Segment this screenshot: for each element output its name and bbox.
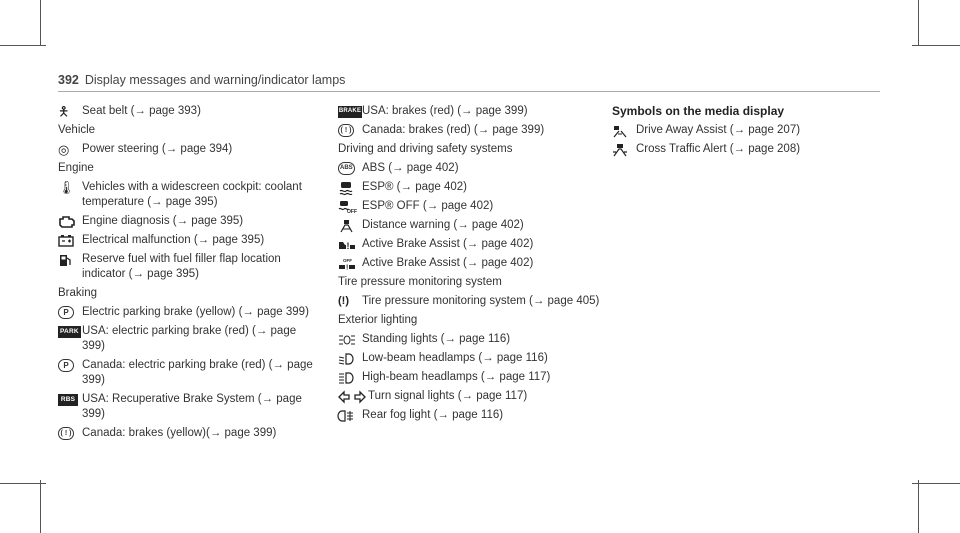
- item-text: ESP® (→ page 402): [362, 181, 467, 193]
- item-text: Electric parking brake (yellow) (→ page 399): [82, 306, 309, 318]
- brake-icon: ( ! ): [58, 426, 82, 441]
- steering-wheel-warning-icon: ◎: [58, 142, 70, 157]
- item-text: Power steering (→ page 394): [82, 143, 233, 155]
- list-item: [338, 256, 600, 271]
- item-text: Electrical malfunction (→ page 395): [82, 234, 265, 246]
- crop-mark: [918, 0, 919, 46]
- crop-mark: [40, 0, 41, 46]
- list-item: [338, 104, 600, 119]
- brake-text-icon: BRAKE: [338, 104, 362, 119]
- active-brake-assist-off-icon: [338, 256, 362, 271]
- column-2: [338, 104, 600, 427]
- item-text: USA: Recuperative Brake System (→ page 399): [82, 393, 302, 420]
- item-text: USA: brakes (red) (→ page 399): [362, 105, 528, 117]
- active-brake-assist-icon: [338, 237, 362, 252]
- list-item: [58, 180, 320, 210]
- section-label: Tire pressure monitoring system: [338, 276, 502, 288]
- column-1: [58, 104, 320, 445]
- item-text: Seat belt (→ page 393): [82, 105, 201, 117]
- crop-mark: [0, 483, 46, 484]
- list-item: [338, 180, 600, 195]
- esp-icon: [338, 180, 362, 195]
- list-item: [338, 351, 600, 366]
- list-item: [58, 426, 320, 441]
- item-text: Active Brake Assist (→ page 402): [362, 257, 534, 269]
- item-text: Low-beam headlamps (→ page 116): [362, 352, 548, 364]
- list-item: [612, 123, 862, 138]
- page-number: 392: [58, 73, 79, 87]
- item-text: Canada: brakes (yellow)(→ page 399): [82, 427, 277, 439]
- rbs-icon: RBS: [58, 392, 82, 407]
- list-item: [338, 408, 600, 423]
- abs-icon: ABS: [338, 161, 362, 176]
- drive-away-assist-icon: [612, 123, 636, 138]
- item-text: ESP® OFF (→ page 402): [362, 200, 494, 212]
- list-item: [58, 305, 320, 320]
- high-beam-icon: [338, 370, 362, 385]
- turn-signal-icon: [338, 389, 368, 404]
- crop-mark: [912, 45, 960, 46]
- list-item: [338, 237, 600, 252]
- svg-text:!: !: [346, 264, 349, 271]
- cross-traffic-alert-icon: [612, 142, 636, 157]
- list-item: [58, 233, 320, 248]
- item-text: Cross Traffic Alert (→ page 208): [636, 143, 801, 155]
- section-label: Engine: [58, 162, 94, 174]
- battery-icon: [58, 233, 82, 248]
- item-text: Distance warning (→ page 402): [362, 219, 524, 231]
- item-text: High-beam headlamps (→ page 117): [362, 371, 551, 383]
- svg-text:OFF: OFF: [347, 208, 357, 215]
- list-item: [338, 123, 600, 138]
- section-label: Braking: [58, 287, 97, 299]
- park-icon: PARK: [58, 324, 82, 339]
- item-text: Drive Away Assist (→ page 207): [636, 124, 801, 136]
- seatbelt-icon: 🯅: [58, 104, 70, 119]
- page-header: [58, 73, 345, 87]
- tire-pressure-icon: (!): [338, 295, 349, 307]
- crop-mark: [40, 480, 41, 533]
- rear-fog-light-icon: [338, 408, 362, 423]
- section-heading: Symbols on the media display: [612, 104, 785, 118]
- list-item: [338, 161, 600, 176]
- crop-mark: [0, 45, 46, 46]
- svg-text:!: !: [346, 240, 350, 251]
- list-item: [338, 199, 600, 214]
- page-title: Display messages and warning/indicator lamps: [84, 73, 346, 87]
- coolant-temperature-icon: 🌡: [58, 180, 75, 195]
- item-text: Reserve fuel with fuel filler flap location indicator (→ page 395): [82, 253, 281, 280]
- item-text: Vehicles with a widescreen cockpit: coolant temperature (→ page 395): [82, 181, 302, 208]
- section-label: Exterior lighting: [338, 314, 418, 326]
- fuel-pump-icon: [58, 252, 82, 267]
- item-text: Canada: electric parking brake (red) (→ page 399): [82, 359, 313, 386]
- item-text: Tire pressure monitoring system (→ page 405): [362, 295, 600, 307]
- list-item: [338, 218, 600, 233]
- list-item: [58, 358, 320, 388]
- header-rule: [58, 91, 880, 92]
- low-beam-icon: [338, 351, 362, 366]
- list-item: [338, 294, 600, 309]
- engine-icon: [58, 214, 82, 229]
- item-text: Canada: brakes (red) (→ page 399): [362, 124, 545, 136]
- item-text: Rear fog light (→ page 116): [362, 409, 504, 421]
- parking-brake-icon: P: [58, 358, 82, 373]
- list-item: [338, 370, 600, 385]
- list-item: [58, 252, 320, 282]
- list-item: [338, 389, 600, 404]
- section-label: Driving and driving safety systems: [338, 143, 513, 155]
- item-text: Active Brake Assist (→ page 402): [362, 238, 534, 250]
- list-item: [58, 214, 320, 229]
- section-label: Vehicle: [58, 124, 96, 136]
- parking-brake-icon: P: [58, 305, 82, 320]
- crop-mark: [918, 480, 919, 533]
- esp-off-icon: [338, 199, 362, 214]
- list-item: [338, 332, 600, 347]
- brake-icon: ( ! ): [338, 123, 362, 138]
- column-3: [612, 104, 862, 161]
- distance-warning-icon: [338, 218, 362, 233]
- svg-text:OFF: OFF: [343, 257, 352, 263]
- item-text: Turn signal lights (→ page 117): [368, 390, 528, 402]
- list-item: [612, 142, 862, 157]
- list-item: [58, 142, 320, 157]
- item-text: ABS (→ page 402): [362, 162, 459, 174]
- item-text: USA: electric parking brake (red) (→ page 399): [82, 325, 297, 352]
- item-text: Standing lights (→ page 116): [362, 333, 511, 345]
- list-item: [58, 392, 320, 422]
- list-item: [58, 104, 320, 119]
- standing-lights-icon: [338, 332, 362, 347]
- crop-mark: [912, 483, 960, 484]
- list-item: [58, 324, 320, 354]
- item-text: Engine diagnosis (→ page 395): [82, 215, 244, 227]
